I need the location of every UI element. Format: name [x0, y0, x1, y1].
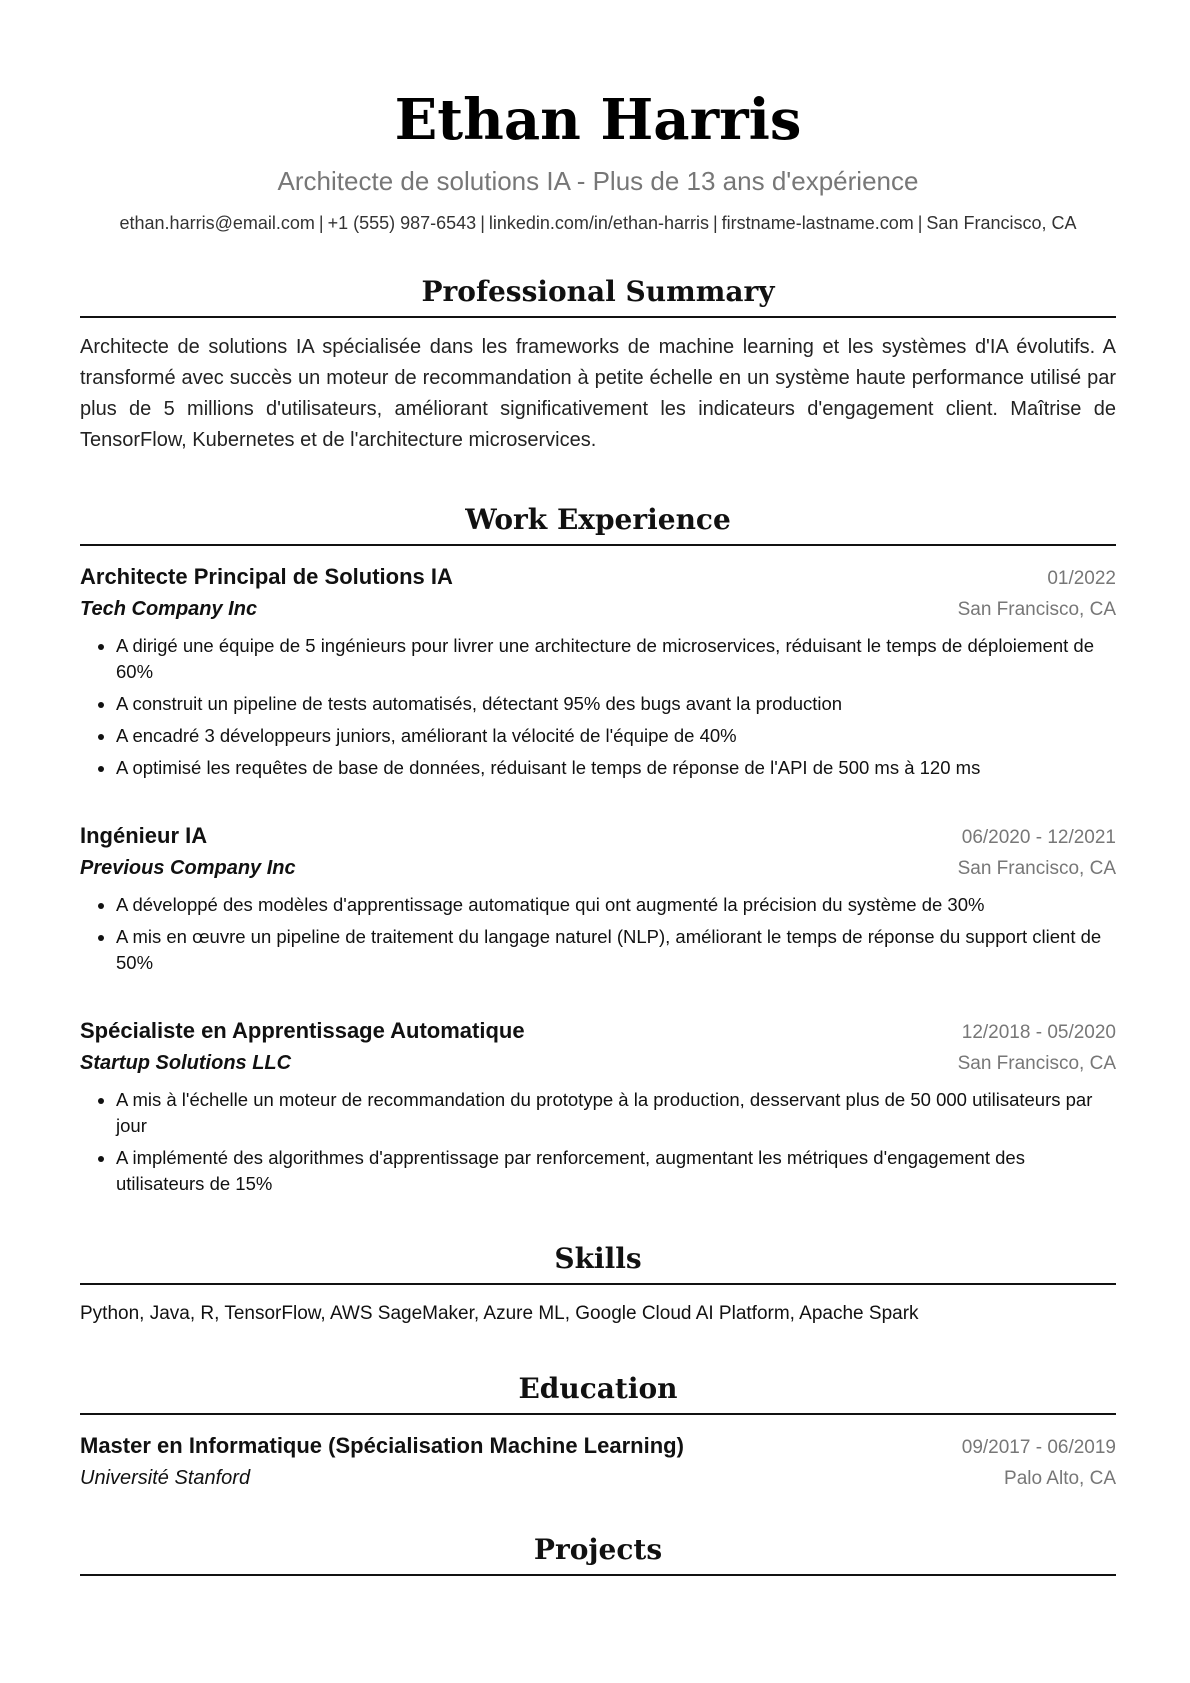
skills-section	[80, 1241, 1116, 1327]
job-date: 01/2022	[1047, 568, 1116, 589]
skills-heading: Skills	[80, 1241, 1116, 1285]
job-entry	[80, 562, 1116, 781]
contact-line	[80, 212, 1116, 234]
candidate-name: Ethan Harris	[394, 87, 802, 153]
job-company: Tech Company Inc	[80, 598, 258, 620]
work-heading: Work Experience	[80, 502, 1116, 546]
job-company: Startup Solutions LLC	[80, 1052, 292, 1074]
job-date: 06/2020 - 12/2021	[961, 827, 1116, 848]
education-section	[80, 1371, 1116, 1494]
education-school: Université Stanford	[80, 1467, 251, 1489]
job-bullet: • A encadré 3 développeurs juniors, améliorant la vélocité de l'équipe de 40%	[116, 723, 1116, 749]
job-bullets	[80, 892, 1116, 976]
summary-heading: Professional Summary	[80, 274, 1116, 318]
job-date: 12/2018 - 05/2020	[961, 1022, 1116, 1043]
contact-separator: |	[917, 213, 923, 233]
summary-section	[80, 274, 1116, 456]
contact-phone[interactable]: +1 (555) 987-6543	[327, 213, 477, 233]
projects-heading: Projects	[80, 1532, 1116, 1576]
job-bullet: • A développé des modèles d'apprentissage automatique qui ont augmenté la précision du système de 30%	[116, 892, 1116, 918]
candidate-headline: Architecte de solutions IA - Plus de 13 ans d'expérience	[277, 166, 919, 196]
job-title: Spécialiste en Apprentissage Automatique	[80, 1018, 525, 1043]
job-entry	[80, 821, 1116, 976]
contact-linkedin[interactable]: linkedin.com/in/ethan-harris	[488, 213, 709, 233]
contact-separator: |	[318, 213, 324, 233]
education-location: Palo Alto, CA	[1004, 1468, 1116, 1489]
job-location: San Francisco, CA	[957, 599, 1116, 620]
job-bullet: • A optimisé les requêtes de base de données, réduisant le temps de réponse de l'API de 500 ms à 120 ms	[116, 755, 1116, 781]
contact-separator: |	[480, 213, 485, 233]
projects-section	[80, 1532, 1116, 1576]
education-heading: Education	[80, 1371, 1116, 1415]
job-company: Previous Company Inc	[80, 857, 296, 879]
job-bullet: • A mis en œuvre un pipeline de traitement du langage naturel (NLP), améliorant le temps de réponse du support client de 50%	[116, 924, 1116, 976]
job-bullet: • A construit un pipeline de tests automatisés, détectant 95% des bugs avant la production	[116, 691, 1116, 717]
work-section	[80, 502, 1116, 1197]
job-bullets	[80, 633, 1116, 781]
job-title: Architecte Principal de Solutions IA	[80, 564, 453, 589]
education-degree: Master en Informatique (Spécialisation Machine Learning)	[80, 1433, 684, 1458]
resume-page	[80, 0, 1116, 1576]
contact-email[interactable]: ethan.harris@email.com	[119, 213, 315, 233]
job-entry	[80, 1016, 1116, 1197]
job-bullet: • A dirigé une équipe de 5 ingénieurs pour livrer une architecture de microservices, réduisant le temps de déploiement de 60%	[116, 633, 1116, 685]
skills-list: Python, Java, R, TensorFlow, AWS SageMaker, Azure ML, Google Cloud AI Platform, Apache Spark	[80, 1303, 919, 1324]
job-location: San Francisco, CA	[957, 1053, 1116, 1074]
job-title: Ingénieur IA	[80, 823, 208, 848]
job-bullet: • A mis à l'échelle un moteur de recommandation du prototype à la production, desservant plus de 50 000 utilisateurs par jour	[116, 1087, 1116, 1139]
summary-text: Architecte de solutions IA spécialisée dans les frameworks de machine learning et les systèmes d'IA évolutifs. A transformé avec succès un moteur de recommandation à petite échelle en un système haute performance utilisé par plus de 5 millions d'utilisateurs, améliorant significativement les indicateurs d'engagement client. Maîtrise de TensorFlow, Kubernetes et de l'architecture microservices.	[80, 336, 1116, 451]
contact-separator: |	[712, 213, 718, 233]
job-bullets	[80, 1087, 1116, 1197]
education-entry	[80, 1431, 1116, 1494]
contact-location: San Francisco, CA	[926, 213, 1077, 233]
education-date: 09/2017 - 06/2019	[961, 1437, 1116, 1458]
contact-website[interactable]: firstname-lastname.com	[721, 213, 914, 233]
job-location: San Francisco, CA	[957, 858, 1116, 879]
job-bullet: • A implémenté des algorithmes d'apprentissage par renforcement, augmentant les métriques d'engagement des utilisateurs de 15%	[116, 1145, 1116, 1197]
